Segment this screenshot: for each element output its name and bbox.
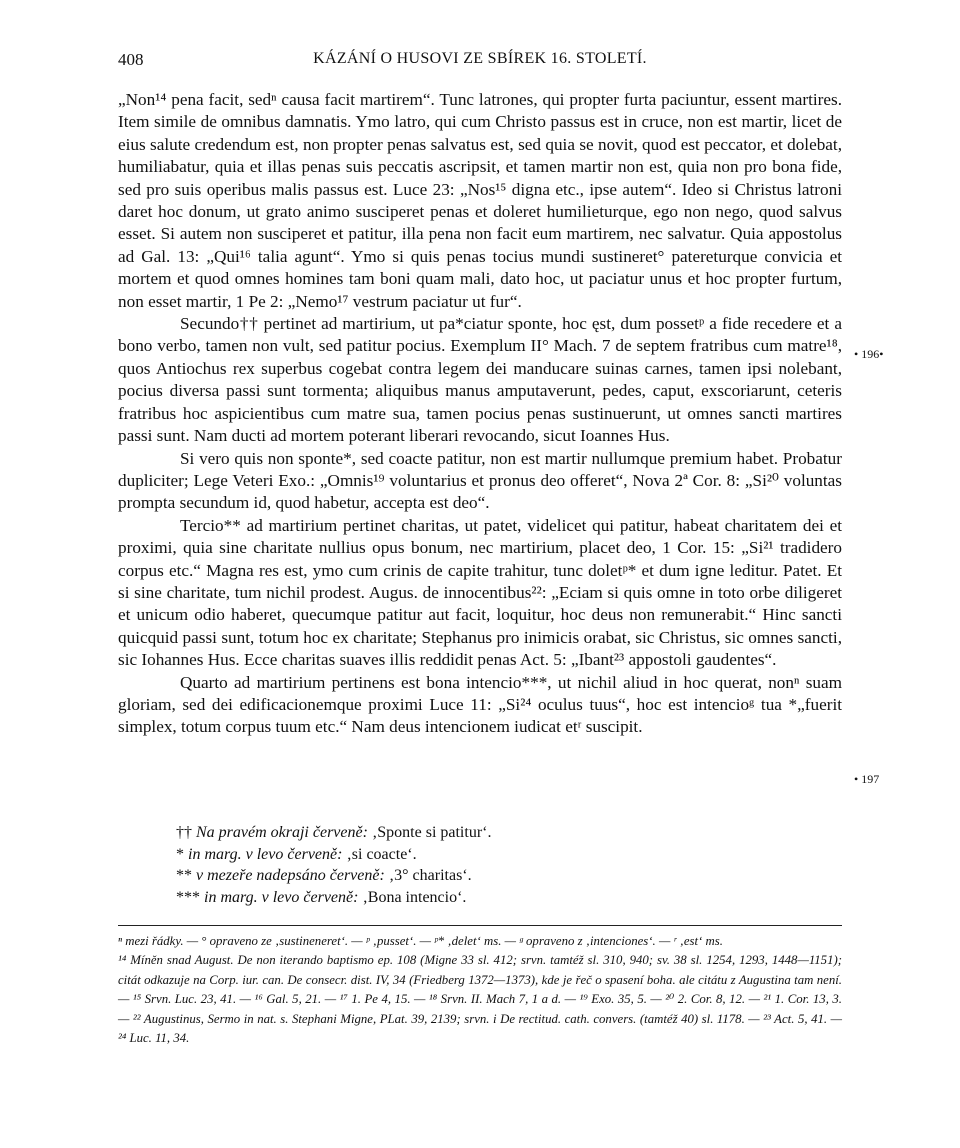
rubric-note (176, 865, 836, 887)
rubric-note (176, 844, 836, 866)
note-mark: †† (176, 824, 192, 841)
page-number: 408 (118, 50, 144, 69)
note-quote: ‚Sponte si patitur‘. (367, 824, 492, 841)
textual-apparatus: ⁿ mezi řádky. — ° opraveno ze ‚sustineneret‘. — ᵖ ‚pusset‘. — ᵖ* ‚delet‘ ms. — ᵍ opraveno z ‚intenciones‘. — ʳ ‚est‘ ms. (118, 934, 723, 948)
note-quote: ‚si coacte‘. (342, 845, 417, 863)
footnote-divider (118, 925, 842, 926)
margin-note-197: • 197 (854, 772, 880, 786)
note-quote: ‚Bona intencio‘. (358, 888, 467, 906)
paragraph-5: Quarto ad martirium pertinens est bona intencio***, ut nichil aliud in hoc querat, nonⁿ suam gloriam, sed dei edificacionemque proximi Luce 11: „Si²⁴ oculus tuus“, hoc est intencioᵍ tua *„fuerit simplex, totum corpus tuum etc.“ Nam deus intencionem iudicat etʳ suscipit. (118, 672, 842, 737)
note-mark: ** (176, 867, 192, 884)
rubric-note (176, 822, 836, 844)
note-text: v mezeře nadepsáno červeně: (196, 867, 385, 884)
paragraph-2: Secundo†† pertinet ad martirium, ut pa*ciatur sponte, hoc ęst, dum possetᵖ a fide recedere et a bono verbo, tamen non vult, sed patitur pocius. Exemplum II° Mach. 7 de septem fratribus cum matre¹⁸, quos Antiochus rex superbus cogebat contra legem dei manducare suinas carnes, tamen ipsi nolebant, pocius diversa passi sunt tormenta; aliquibus manus amputaverunt, pedes, caput, exscoriarunt, ceteris fratribus hoc aspicientibus cum matre sua, tamen pocius penas sustinuerunt, ut omnes sancti martires passi sunt. Nam ducti ad mortem poterant liberari revocando, sicut Ioannes Hus. (118, 314, 842, 446)
rubric-note (176, 887, 836, 909)
paragraph-4: Tercio** ad martirium pertinet charitas, ut patet, videlicet qui patitur, habeat charitatem dei et proximi, quia sine charitate nullius opus bonum, nec martirium, placet deo, 1 Cor. 15: „Si²¹ tradidero corpus etc.“ Magna res est, ymo cum crinis de capite trahitur, tunc doletᵖ* et dum igne leditur. Patet. Et si sine charitate, tum nichil prodest. Augus. de innocentibus²²: „Eciam si quis omne in toto orbe diligeret et unicum odio haberet, quecumque patitur aut facit, loquitur, hoc deus non remunerabit.“ Hinc sancti quicquid passi sunt, totum hoc ex charitate; Stephanus pro inimicis orabat, sic Christus, sic omnes sancti, sic Iohannes Hus. Ecce charitas suaves illis reddidit penas Act. 5: „Ibant²³ appostoli gaudentes“. (118, 515, 842, 670)
paragraph-1: „Non¹⁴ pena facit, sedⁿ causa facit martirem“. Tunc latrones, qui propter furta paciuntur, essent martires. Item simile de omnibus damnatis. Ymo latro, qui cum Christo passus est in cruce, non est martir, licet de eius salute credendum est, non propter penas salvatus est, sed quia se novit, quod est peccator, et dolebat, humiliabatur, quia et illas penas suis peccatis ascripsit, et tamen martir non est, quia non pro bona fide, sed pro suis operibus malis passus est. Luce 23: „Nos¹⁵ digna etc., ipse autem“. Ideo si Christus latroni daret hoc donum, ut grato animo susciperet penas et doleret humilieturque, ego non nego, quod salvus esset. Si autem non susciperet et patitur, illa pena non facit eum martirem, nec salvatur. Quia appostolus ad Gal. 13: „Qui¹⁶ talia agunt“. Ymo si quis penas tocius mundi sustineret° patereturque convicia et mortem et quod omnes homines tam boni quam mali, dato hoc, ut paciatur unus et hoc propter furtum, non esset martir, 1 Pe 2: „Nemo¹⁷ vestrum paciatur ut fur“. (118, 90, 842, 311)
rubric-notes (176, 822, 836, 908)
note-text: in marg. v levo červeně: (188, 845, 343, 863)
margin-note-196: • 196• (854, 347, 884, 361)
note-mark: *** (176, 888, 200, 906)
critical-apparatus (118, 932, 842, 1048)
note-mark: * (176, 845, 184, 863)
note-text: Na pravém okraji červeně: (196, 824, 368, 841)
paragraph-3: Si vero quis non sponte*, sed coacte patitur, non est martir nullumque premium habet. Probatur dupliciter; Lege Veteri Exo.: „Omnis¹⁹ voluntarius et pronus deo offeret“, Nova 2ª Cor. 8: „Si²⁰ voluntas prompta secundum id, quod habetur, accepta est deo“. (118, 448, 842, 513)
running-head: KÁZÁNÍ O HUSOVI ZE SBÍREK 16. STOLETÍ. (313, 50, 647, 67)
running-header (118, 50, 842, 74)
note-text: in marg. v levo červeně: (204, 888, 359, 906)
note-quote: ‚3° charitas‘. (384, 867, 472, 884)
main-text (118, 89, 842, 739)
source-apparatus: ¹⁴ Míněn snad August. De non iterando baptismo ep. 108 (Migne 33 sl. 412; srvn. tamtéž sl. 310, 940; sv. 38 sl. 1254, 1293, 1448—1151); citát odkazuje na Corp. iur. can. De consecr. dist. IV, 34 (Friedberg 1372—1373), kde je řeč o spasení boha. ale citátu z Augustina tam není. — ¹⁵ Srvn. Luc. 23, 41. — ¹⁶ Gal. 5, 21. — ¹⁷ 1. Pe 4, 15. — ¹⁸ Srvn. II. Mach 7, 1 a d. — ¹⁹ Exo. 35, 5. — ²⁰ 2. Cor. 8, 12. — ²¹ 1. Cor. 13, 3. — ²² Augustinus, Sermo in nat. s. Stephani Migne, PLat. 39, 2139; srvn. i De rectitud. cath. convers. (tamtéž 40) sl. 1178. — ²³ Act. 5, 41. — ²⁴ Luc. 11, 34. (118, 953, 842, 1046)
